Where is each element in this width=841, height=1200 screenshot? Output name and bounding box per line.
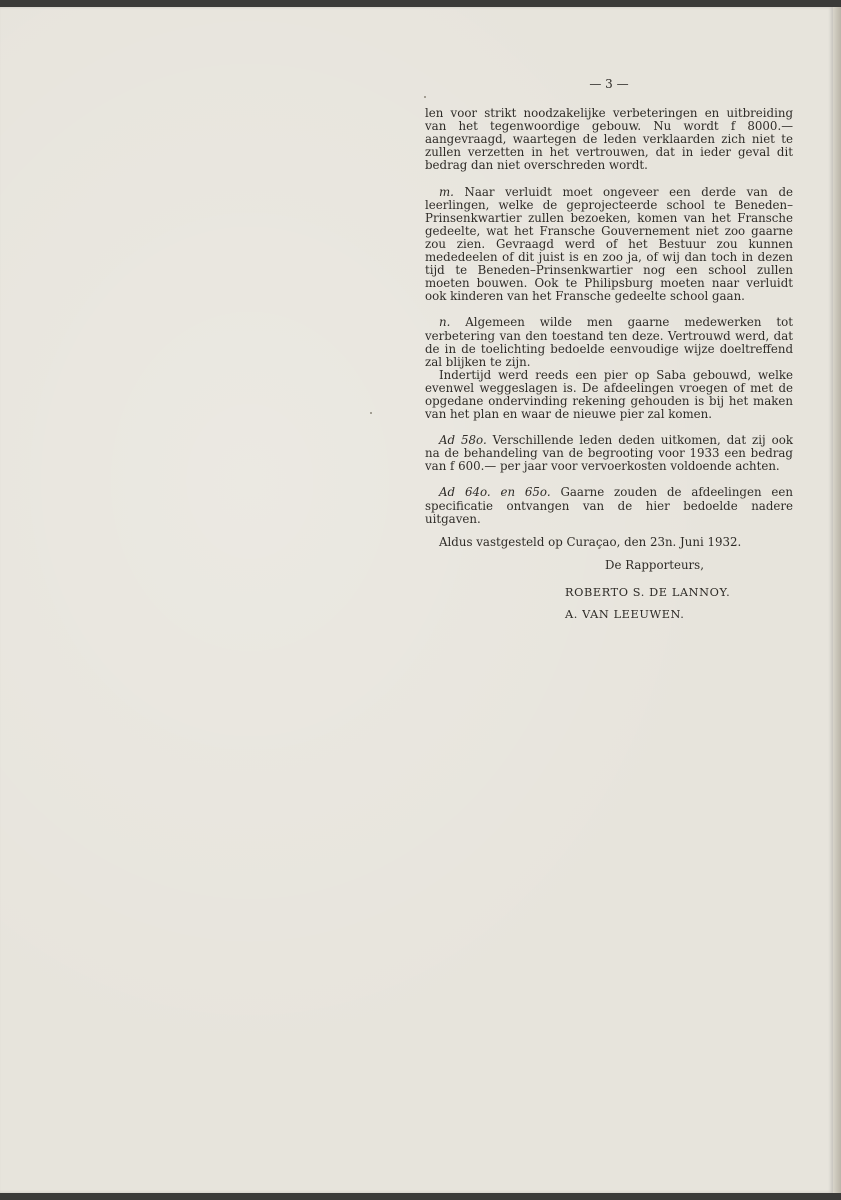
paragraph-n	[425, 316, 793, 368]
place-date: Aldus vastgesteld op Curaçao, den 23n. Juni 1932.	[439, 534, 742, 549]
rapporteur-name: ROBERTO S. DE LANNOY.	[565, 585, 731, 599]
paragraph-label: m.	[439, 184, 454, 199]
paragraph-ad-58	[425, 434, 793, 473]
paper-speck	[370, 412, 372, 414]
signature-block	[425, 536, 793, 621]
rapporteur-name: A. VAN LEEUWEN.	[565, 608, 685, 621]
paragraph-text: Algemeen wilde men gaarne medewerken tot verbetering van den toestand ten deze. Vertrouwd werd, dat de in de toelichting bedoelde eenvoudige wijze doeltreffend zal blijken te zijn.	[425, 315, 793, 369]
page-number: — 3 —	[589, 77, 629, 91]
paragraph-label: Ad 64o. en 65o.	[439, 485, 551, 500]
paragraph-label: Ad 58o.	[439, 433, 487, 448]
paragraph-m	[425, 186, 793, 304]
paragraph-text: Gaarne zouden de afdeelingen een specificatie ontvangen van de hier bedoelde nadere uitgaven.	[425, 485, 793, 526]
text-column	[425, 78, 793, 621]
paragraph-pier: Indertijd werd reeds een pier op Saba gebouwd, welke evenwel weggeslagen is. De afdeelingen vroegen of met de opgedane ondervinding rekening gehouden is bij het maken van het plan en waar de nieuwe pier zal komen.	[425, 367, 793, 422]
paragraph-continuation: len voor strikt noodzakelijke verbeteringen en uitbreiding van het tegenwoordige gebouw. Nu wordt f 8000.— aangevraagd, waartegen de leden verklaarden zich niet te zullen verzetten in het vertrouwen, dat in ieder geval dit bedrag dan niet overschreden wordt.	[425, 106, 793, 173]
paragraph-ad-64-65	[425, 486, 793, 525]
page-edge	[833, 7, 841, 1193]
rapporteurs-label: De Rapporteurs,	[605, 557, 704, 572]
paragraph-text: Verschillende leden deden uitkomen, dat zij ook na de behandeling van de begrooting voor 1933 een bedrag van f 600.— per jaar voor vervoerkosten voldoende achten.	[425, 433, 793, 474]
paragraph-text: Naar verluidt moet ongeveer een derde van de leerlingen, welke de geprojecteerde school te Beneden–Prinsenkwartier zullen bezoeken, komen van het Fransche gedeelte, wat het Fransche Gouvernement niet zoo gaarne zou zien. Gevraagd werd of het Bestuur zou kunnen mededeelen of dit juist is en zoo ja, of wij dan toch in dezen tijd te Beneden–Prinsenkwartier nog een school zullen moeten bouwen. Ook te Philipsburg moeten naar verluidt ook kinderen van het Fransche gedeelte school gaan.	[425, 184, 793, 304]
paragraph-label: n.	[439, 315, 451, 330]
